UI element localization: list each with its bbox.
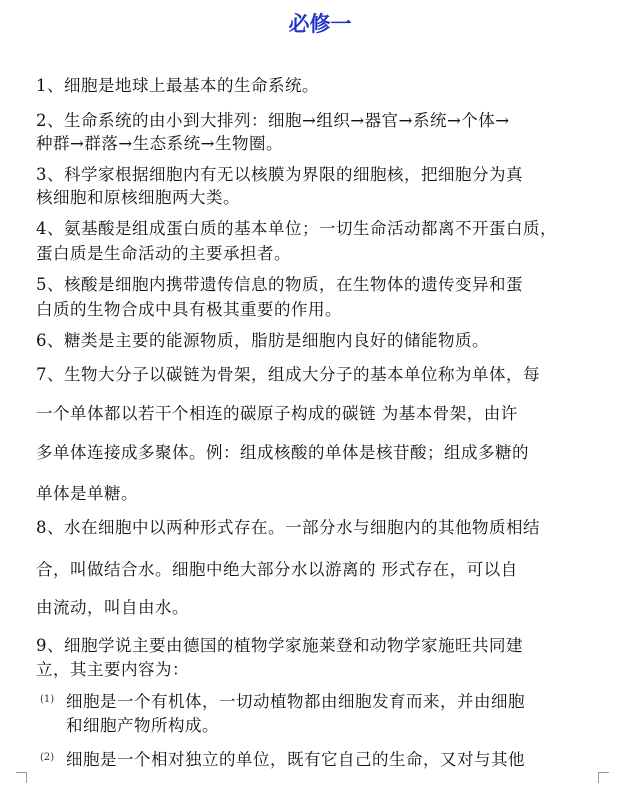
item-8-line-3: 由流动，叫自由水。 [36, 598, 189, 617]
item-9-line-1: 9、细胞学说主要由德国的植物学家施莱登和动物学家施旺共同建 [36, 636, 523, 655]
page-corner-mark-left [16, 772, 27, 783]
item-2-line-2: 种群→群落→生态系统→生物圈。 [36, 134, 283, 153]
item-7-line-4: 单体是单糖。 [36, 484, 138, 503]
item-7-line-2: 一个单体都以若干个相连的碳原子构成的碳链 为基本骨架，由许 [36, 404, 518, 423]
item-1-line-1: 1、细胞是地球上最基本的生命系统。 [36, 76, 319, 95]
item-7-line-1: 7、生物大分子以碳链为骨架，组成大分子的基本单位称为单体，每 [36, 365, 540, 384]
page-corner-mark-right [598, 772, 609, 783]
sub-item-1-marker: (1) [40, 694, 55, 705]
sub-item-1-line-1: 细胞是一个有机体，一切动植物都由细胞发育而来，并由细胞 [66, 692, 525, 711]
page-title: 必修一 [288, 11, 352, 36]
item-9-line-2: 立，其主要内容为： [36, 660, 189, 679]
item-3-line-2: 核细胞和原核细胞两大类。 [36, 188, 240, 207]
item-8-line-2: 合，叫做结合水。细胞中绝大部分水以游离的 形式存在，可以自 [36, 560, 518, 579]
item-5-line-2: 白质的生物合成中具有极其重要的作用。 [36, 300, 342, 319]
item-4-line-1: 4、氨基酸是组成蛋白质的基本单位；一切生命活动都离不开蛋白质， [36, 219, 557, 238]
item-4-line-2: 蛋白质是生命活动的主要承担者。 [36, 244, 291, 263]
item-2-line-1: 2、生命系统的由小到大排列：细胞→组织→器官→系统→个体→ [36, 111, 510, 130]
sub-item-1-line-2: 和细胞产物所构成。 [66, 716, 219, 735]
item-7-line-3: 多单体连接成多聚体。例：组成核酸的单体是核苷酸；组成多糖的 [36, 443, 529, 462]
sub-item-2-line-1: 细胞是一个相对独立的单位，既有它自己的生命，又对与其他 [66, 750, 525, 769]
item-6-line-1: 6、糖类是主要的能源物质，脂肪是细胞内良好的储能物质。 [36, 331, 489, 350]
item-5-line-1: 5、核酸是细胞内携带遗传信息的物质，在生物体的遗传变异和蛋 [36, 275, 523, 294]
sub-item-2-marker: (2) [40, 752, 55, 763]
item-3-line-1: 3、科学家根据细胞内有无以核膜为界限的细胞核，把细胞分为真 [36, 165, 523, 184]
item-8-line-1: 8、水在细胞中以两种形式存在。一部分水与细胞内的其他物质相结 [36, 518, 540, 537]
